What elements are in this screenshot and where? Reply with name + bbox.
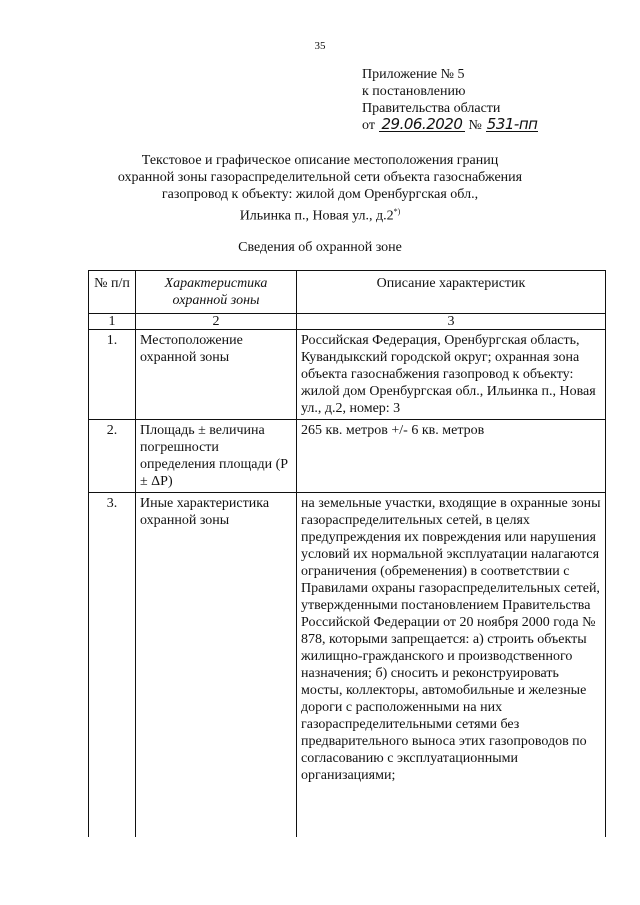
table-row [89, 493, 606, 838]
table-row [89, 330, 606, 420]
header-description: Описание характеристик [297, 271, 606, 314]
title-line-2: охранной зоны газораспределительной сети объекта газоснабжения [117, 170, 523, 185]
appendix-line-3: Правительства области [362, 101, 501, 116]
document-title [100, 152, 540, 225]
row-number: 2. [89, 420, 136, 493]
section-subtitle: Сведения об охранной зоне [238, 240, 402, 255]
row-description: 265 кв. метров +/- 6 кв. метров [297, 420, 606, 493]
col-number-1: 1 [89, 314, 136, 330]
row-number: 1. [89, 330, 136, 420]
column-number-row [89, 314, 606, 330]
title-line-1: Текстовое и графическое описание местоположения границ [141, 153, 499, 168]
date-prefix: от [362, 118, 375, 133]
appendix-line-1: Приложение № 5 [362, 67, 465, 82]
col-number-2: 2 [136, 314, 297, 330]
handwritten-number: 531-пп [486, 115, 538, 133]
col-number-3: 3 [297, 314, 606, 330]
handwritten-date: 29.06.2020 [379, 117, 465, 132]
row-characteristic: Иные характеристика охранной зоны [136, 493, 297, 838]
appendix-line-2: к постановлению [362, 84, 466, 99]
row-characteristic: Местоположение охранной зоны [136, 330, 297, 420]
title-line-4-wrap [100, 203, 540, 225]
page-number: 35 [314, 40, 326, 52]
row-description: Российская Федерация, Оренбургская область, Кувандыкский городской округ; охранная зона объекта газоснабжения газопровод к объекту: жилой дом Оренбургская обл., Ильинка п., Новая ул., д.2, номер: 3 [297, 330, 606, 420]
zone-info-table [88, 270, 606, 837]
row-description: на земельные участки, входящие в охранные зоны газораспределительных сетей, в целях предупреждения их повреждения или нарушения условий их нормальной эксплуатации налагаются ограничения (обременения) в соответствии с Правилами охраны газораспределительных сетей, утвержденными постановлением Правительства Российской Федерации от 20 ноября 2000 года № 878, которыми запрещается: а) строить объекты жилищно-гражданского и производственного назначения; б) сносить и реконструировать мосты, коллекторы, автомобильные и железные дороги с расположенными на них газораспределительными сетями без предварительного выноса этих газопроводов по согласованию с эксплуатационными организациями; [297, 493, 606, 838]
title-line-3: газопровод к объекту: жилой дом Оренбургская обл., [161, 187, 479, 202]
row-number: 3. [89, 493, 136, 838]
header-number: № п/п [89, 271, 136, 314]
row-characteristic: Площадь ± величина погрешности определения площади (P ± ΔP) [136, 420, 297, 493]
table-row [89, 420, 606, 493]
footnote-mark: *) [393, 207, 401, 216]
table-header-row [89, 271, 606, 314]
appendix-block [362, 66, 538, 134]
appendix-date-line [362, 117, 538, 134]
header-characteristic: Характеристика охранной зоны [136, 271, 297, 314]
title-line-4: Ильинка п., Новая ул., д.2 [239, 208, 394, 224]
number-prefix: № [468, 118, 482, 133]
